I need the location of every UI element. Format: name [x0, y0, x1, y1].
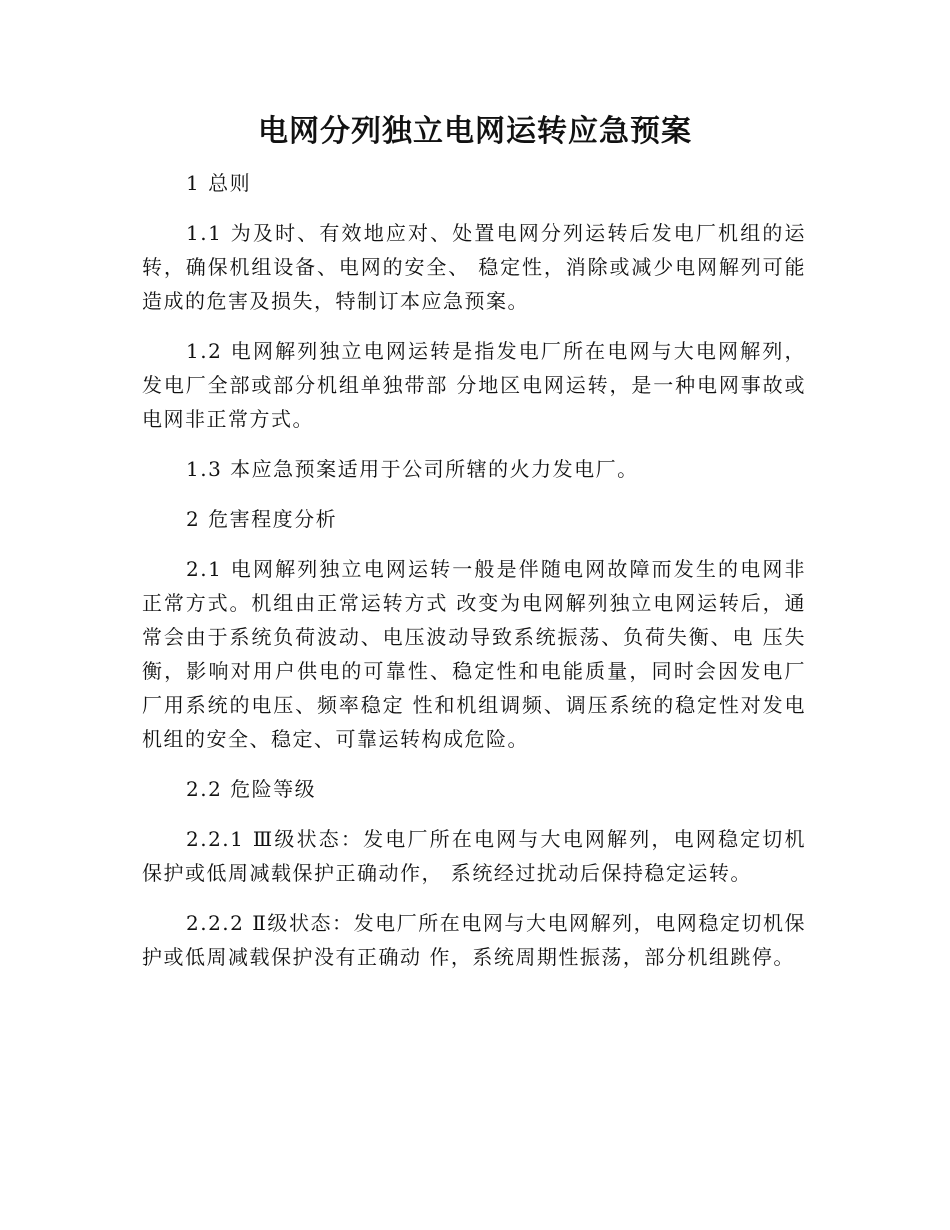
paragraph-1-1: 1.1 为及时、有效地应对、处置电网分列运转后发电厂机组的运转，确保机组设备、电网的安全、 稳定性，消除或减少电网解列可能造成的危害及损失，特制订本应急预案。 — [142, 221, 806, 313]
paragraph-2-2-1: 2.2.1 Ⅲ级状态：发电厂所在电网与大电网解列，电网稳定切机保护或低周减载保护正确动作， 系统经过扰动后保持稳定运转。 — [142, 827, 806, 885]
paragraph-1-2: 1.2 电网解列独立电网运转是指发电厂所在电网与大电网解列，发电厂全部或部分机组单独带部 分地区电网运转，是一种电网事故或电网非正常方式。 — [142, 339, 806, 431]
heading-general: 1 总则 — [186, 171, 252, 195]
paragraph-2-1: 2.1 电网解列独立电网运转一般是伴随电网故障而发生的电网非正常方式。机组由正常运转方式 改变为电网解列独立电网运转后，通常会由于系统负荷波动、电压波动导致系统振荡、负荷失衡、电 压失衡，影响对用户供电的可靠性、稳定性和电能质量，同时会因发电厂厂用系统的电压、频率稳定 性和机组调频、调压系统的稳定性对发电机组的安全、稳定、可靠运转构成危险。 — [142, 557, 806, 751]
document-title: 电网分列独立电网运转应急预案 — [258, 114, 692, 149]
paragraph-1-3: 1.3 本应急预案适用于公司所辖的火力发电厂。 — [186, 457, 639, 481]
heading-danger-level: 2.2 危险等级 — [186, 777, 317, 801]
document-body — [142, 166, 806, 990]
paragraph-2-2-2: 2.2.2 Ⅱ级状态：发电厂所在电网与大电网解列，电网稳定切机保护或低周减载保护没有正确动 作，系统周期性振荡，部分机组跳停。 — [142, 911, 806, 969]
heading-hazard-analysis: 2 危害程度分析 — [186, 507, 338, 531]
